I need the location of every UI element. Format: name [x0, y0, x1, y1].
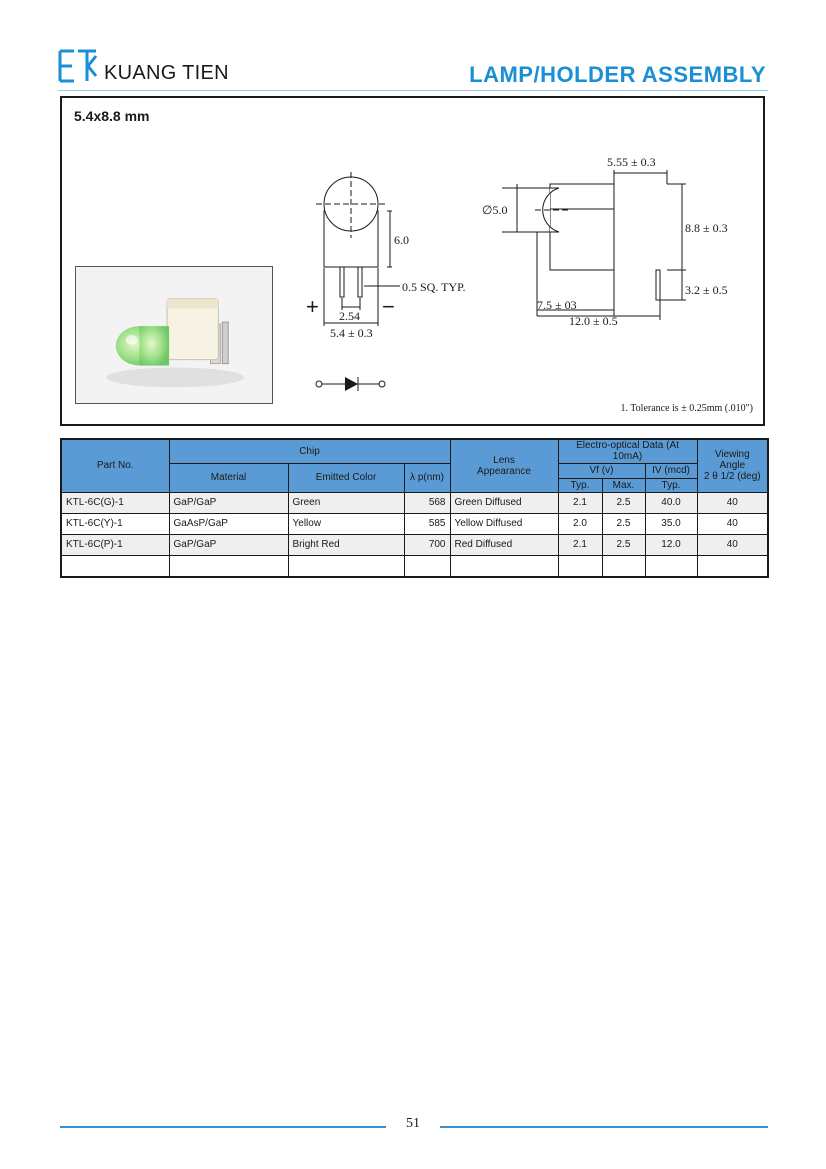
page-number: 51 — [406, 1116, 420, 1131]
cell-angle: 40 — [697, 492, 768, 513]
header-iv-typ: Typ. — [645, 478, 697, 492]
cell-iv-typ: 35.0 — [645, 513, 697, 534]
tolerance-note: 1. Tolerance is ± 0.25mm (.010") — [620, 403, 753, 414]
footer-rule-right — [440, 1126, 768, 1128]
footer-rule-left — [60, 1126, 386, 1128]
cell-color: Yellow — [288, 513, 404, 534]
header-chip: Chip — [169, 439, 450, 463]
cell-iv-typ: 12.0 — [645, 534, 697, 555]
diode-icon — [345, 377, 358, 391]
header-wavelength: λ p(nm) — [404, 463, 450, 492]
cell-material: GaAsP/GaP — [169, 513, 288, 534]
header-iv: IV (mcd) — [645, 463, 697, 478]
total-length-dim: 12.0 ± 0.5 — [569, 314, 618, 328]
cell-vf-max: 2.5 — [602, 492, 645, 513]
page-title: LAMP/HOLDER ASSEMBLY — [469, 62, 766, 87]
header-viewing — [697, 439, 768, 492]
side-height-dim: 8.8 ± 0.3 — [685, 221, 728, 235]
cell-part: KTL-6C(P)-1 — [61, 534, 169, 555]
header-vf: Vf (v) — [558, 463, 645, 478]
cell-vf-typ: 2.0 — [558, 513, 602, 534]
front-height-dim: 6.0 — [394, 233, 409, 247]
cell-iv-typ: 40.0 — [645, 492, 697, 513]
cell-vf-max: 2.5 — [602, 534, 645, 555]
cell-part: KTL-6C(G)-1 — [61, 492, 169, 513]
side-view-body — [550, 184, 614, 270]
diameter-dim: ∅5.0 — [482, 203, 508, 217]
header-part-no: Part No. — [61, 439, 169, 492]
cell-vf-max: 2.5 — [602, 513, 645, 534]
front-width-dim: 5.4 ± 0.3 — [330, 326, 373, 340]
brand-name: KUANG TIEN — [104, 62, 229, 84]
header-electro: Electro-optical Data (At 10mA) — [558, 439, 697, 463]
cell-material: GaP/GaP — [169, 492, 288, 513]
table-row — [61, 492, 768, 513]
cell-lens: Green Diffused — [450, 492, 558, 513]
cathode-minus: − — [382, 294, 395, 319]
cell-color: Green — [288, 492, 404, 513]
lens-length-dim: 7.5 ± 03 — [537, 298, 577, 312]
spec-table — [60, 438, 769, 578]
drawing-panel — [60, 96, 765, 426]
header-lens-line1: Lens — [493, 454, 515, 466]
cell-wavelength: 700 — [404, 534, 450, 555]
cell-lens: Red Diffused — [450, 534, 558, 555]
cell-material: GaP/GaP — [169, 534, 288, 555]
header-material: Material — [169, 463, 288, 492]
pitch-dim: 2.54 — [339, 309, 360, 323]
side-top-dim: 5.55 ± 0.3 — [607, 155, 656, 169]
table-row — [61, 534, 768, 555]
cell-angle: 40 — [697, 534, 768, 555]
header-lens-line2: Appearance — [477, 465, 531, 477]
header-viewing-line1: Viewing Angle — [714, 449, 750, 472]
cell-color: Bright Red — [288, 534, 404, 555]
cell-lens: Yellow Diffused — [450, 513, 558, 534]
header-lens — [450, 439, 558, 492]
cell-vf-typ: 2.1 — [558, 492, 602, 513]
header-emitted-color: Emitted Color — [288, 463, 404, 492]
header-vf-typ: Typ. — [558, 478, 602, 492]
title-divider — [58, 90, 768, 91]
anode-plus: + — [306, 294, 319, 319]
table-row-empty — [61, 555, 768, 577]
cell-wavelength: 568 — [404, 492, 450, 513]
cell-part: KTL-6C(Y)-1 — [61, 513, 169, 534]
technical-drawing — [62, 98, 763, 424]
cell-wavelength: 585 — [404, 513, 450, 534]
size-label: 5.4x8.8 mm — [74, 108, 150, 124]
header-vf-max: Max. — [602, 478, 645, 492]
lead-size-dim: 0.5 SQ. TYP. — [402, 280, 466, 294]
header-viewing-line2: 2 θ 1/2 (deg) — [703, 471, 761, 483]
lead-length-dim: 3.2 ± 0.5 — [685, 283, 728, 297]
cell-angle: 40 — [697, 513, 768, 534]
cell-vf-typ: 2.1 — [558, 534, 602, 555]
kuang-tien-logo-icon — [58, 48, 98, 84]
table-row — [61, 513, 768, 534]
